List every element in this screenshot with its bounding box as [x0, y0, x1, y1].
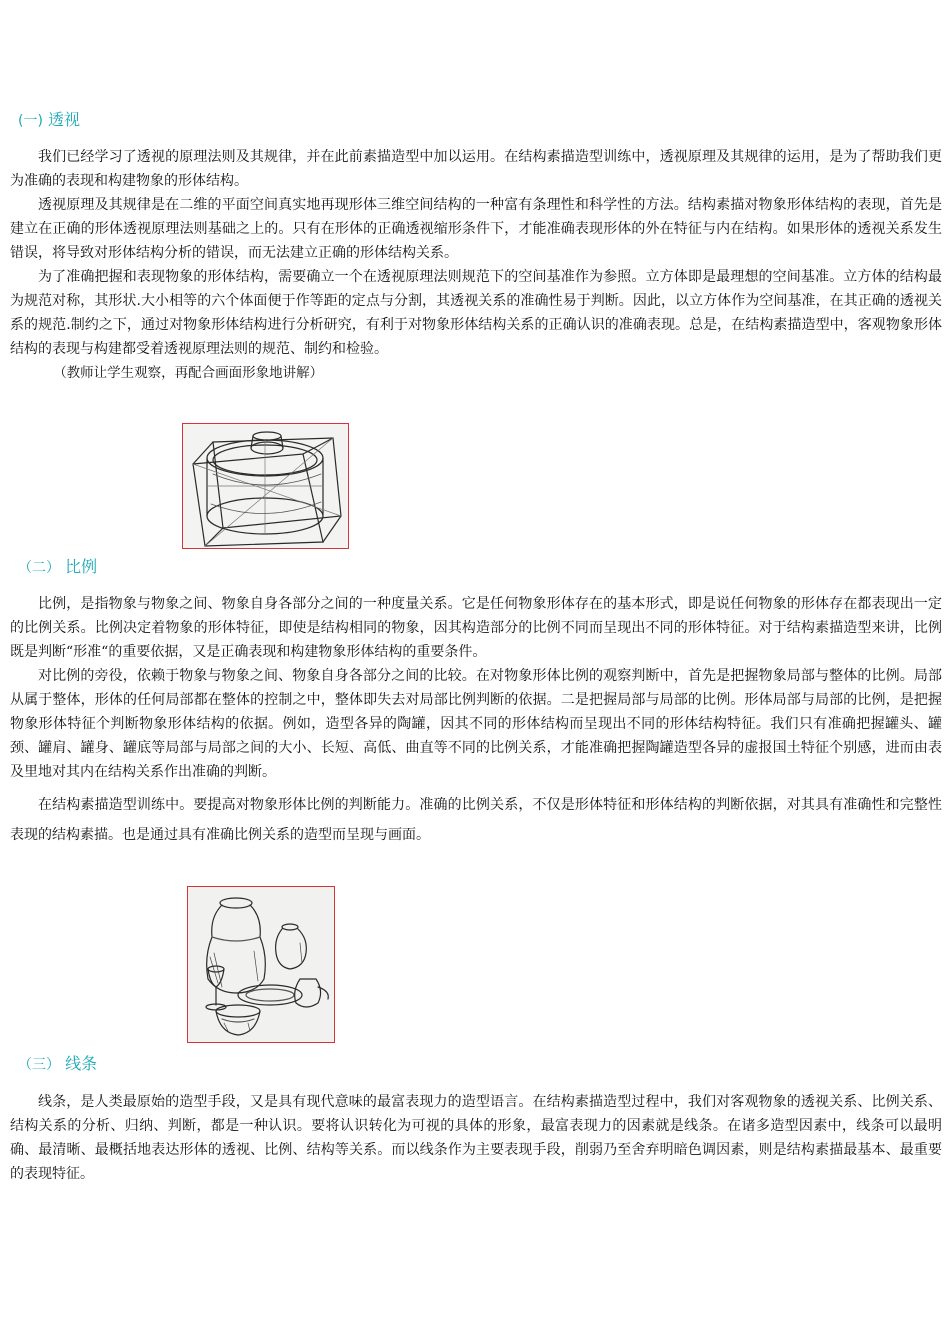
paragraph: 线条，是人类最原始的造型手段，又是具有现代意味的最富表现力的造型语言。在结构素描造型过程中，我们对客观物象的透视关系、比例关系、结构关系的分析、归纳、判断，都是一种认识。要将认识转化为可视的具体的形象，最富表现力的因素就是线条。在诸多造型因素中，线条可以最明确、最清晰、最概括地表达形体的透视、比例、结构等关系。而以线条作为主要表现手段，削弱乃至舍弃明暗色调因素，则是结构素描最基本、最重要的表现特征。: [10, 1094, 942, 1182]
still-life-jars-sketch-icon: [188, 887, 334, 1042]
paragraph: 对比例的旁役，依赖于物象与物象之间、物象自身各部分之间的比较。在对物象形体比例的观察判断中，首先是把握物象局部与整体的比例。局部从属于整体，形体的任何局部都在整体的控制之中，整体即失去对局部比例判断的依据。二是把握局部与局部的比例。形体局部与局部的比例，是把握物象形体特征个判断物象形体结构的依据。例如，造型各异的陶罐，因其不同的形体结构而呈现出不同的形体结构特征。我们只有准确把握罐头、罐颈、罐肩、罐身、罐底等局部与局部之间的大小、长短、高低、曲直等不同的比例关系，才能准确把握陶罐造型各异的虚报国土特征个别感，进而由表及里地对其内在结构关系作出准确的判断。: [10, 668, 942, 780]
section-heading-line: [18, 1054, 97, 1075]
section-title: 比例: [65, 557, 98, 576]
paragraph: 比例，是指物象与物象之间、物象自身各部分之间的一种度量关系。它是任何物象形体存在的基本形式，即是说任何物象的形体存在都表现出一定的比例关系。比例决定着物象的形体特征，即使是结构相同的物象，因其构造部分的比例不同而呈现出不同的形体特征。对于结构素描造型来讲，比例既是判断“形准“的重要依据，又是正确表现和构建物象形体结构的重要条件。: [10, 596, 942, 660]
section-heading-proportion: [18, 557, 97, 578]
paragraph: 在结构素描造型训练中。要提高对物象形体比例的判断能力。准确的比例关系，不仅是形体特征和形体结构的判断依据，对其具有准确性和完整性表现的结构素描。也是通过具有准确比例关系的造型而呈现与画面。: [10, 797, 942, 843]
figure-cube-sketch: [182, 423, 349, 549]
section-number: （三）: [18, 1057, 60, 1073]
section-number: （二）: [18, 560, 60, 576]
section-number: (一): [18, 113, 43, 129]
section-title: 透视: [48, 110, 81, 129]
section-title: 线条: [65, 1054, 98, 1073]
section-body-proportion: [10, 592, 942, 850]
section-body-perspective: [10, 145, 942, 385]
cube-cylinder-sketch-icon: [183, 424, 348, 548]
paragraph: 我们已经学习了透视的原理法则及其规律，并在此前素描造型中加以运用。在结构素描造型训练中，透视原理及其规律的运用，是为了帮助我们更为准确的表现和构建物象的形体结构。: [10, 149, 942, 189]
teacher-note: （教师让学生观察，再配合画面形象地讲解）: [53, 365, 324, 381]
section-body-line: [10, 1090, 942, 1186]
figure-jars-sketch: [187, 886, 335, 1043]
paragraph: 透视原理及其规律是在二维的平面空间真实地再现形体三维空间结构的一种富有条理性和科学性的方法。结构素描对物象形体结构的表现，首先是建立在正确的形体透视原理法则基础之上的。只有在形体的正确透视缩形条件下，才能准确表现形体的外在特征与内在结构。如果形体的透视关系发生错误，将导致对形体结构分析的错误，而无法建立正确的形体结构关系。: [10, 197, 942, 261]
section-heading-perspective: [18, 110, 80, 131]
paragraph: 为了准确把握和表现物象的形体结构，需要确立一个在透视原理法则规范下的空间基准作为参照。立方体即是最理想的空间基准。立方体的结构最为规范对称，其形状.大小相等的六个体面便于作等距的定点与分割，其透视关系的准确性易于判断。因此，以立方体作为空间基准，在其正确的透视关系的规范.制约之下，通过对物象形体结构进行分析研究，有利于对物象形体结构关系的正确认识的准确表现。总是，在结构素描造型中，客观物象形体结构的表现与构建都受着透视原理法则的规范、制约和检验。: [10, 269, 942, 357]
